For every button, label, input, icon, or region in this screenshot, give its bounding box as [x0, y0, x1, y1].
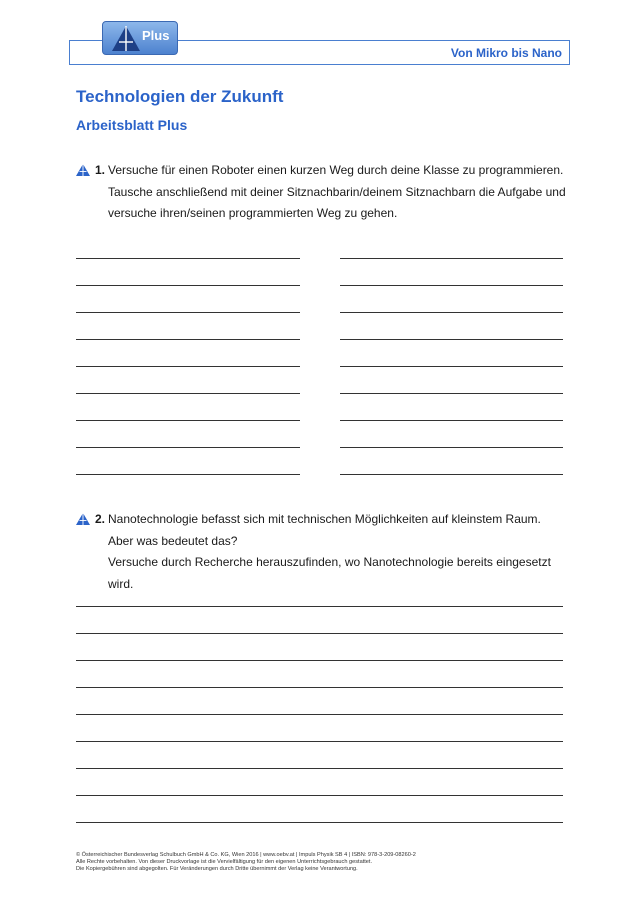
answer-line[interactable] — [76, 768, 563, 769]
answer-line[interactable] — [76, 822, 563, 823]
answer-line[interactable] — [340, 339, 563, 340]
answer-line[interactable] — [76, 258, 300, 259]
plus-logo — [102, 21, 178, 55]
answer-line[interactable] — [340, 285, 563, 286]
answer-line[interactable] — [340, 366, 563, 367]
answer-line[interactable] — [76, 393, 300, 394]
task-text-line: versuche ihren/seinen programmierten Weg zu gehen. — [108, 206, 398, 220]
answer-line[interactable] — [340, 393, 563, 394]
answer-line[interactable] — [76, 795, 563, 796]
footer-line: Die Kopiergebühren sind abgegolten. Für Veränderungen durch Dritte übernimmt der Verlag keine Verantwortung. — [76, 866, 358, 872]
answer-line[interactable] — [340, 447, 563, 448]
task-number: 2. — [95, 512, 106, 526]
answer-line[interactable] — [76, 474, 300, 475]
answer-line[interactable] — [76, 606, 563, 607]
answer-line[interactable] — [76, 339, 300, 340]
answer-line[interactable] — [340, 258, 563, 259]
answer-line[interactable] — [340, 312, 563, 313]
footer-line: © Österreichischer Bundesverlag Schulbuch GmbH & Co. KG, Wien 2016 | www.oebv.at | Impuls Physik SB 4 | ISBN: 978-3-209-08260-2 — [76, 852, 416, 858]
page-title: Technologien der Zukunft — [76, 87, 284, 106]
task-text-line: Versuche durch Recherche herauszufinden, wo Nanotechnologie bereits eingesetzt — [108, 555, 551, 569]
answer-line[interactable] — [76, 312, 300, 313]
task-text-line: Tausche anschließend mit deiner Sitznachbarin/deinem Sitznachbarn die Aufgabe und — [108, 184, 566, 199]
task-number: 1. — [95, 163, 106, 177]
answer-line[interactable] — [76, 687, 563, 688]
answer-line[interactable] — [76, 420, 300, 421]
task-text-line: Versuche für einen Roboter einen kurzen Weg durch deine Klasse zu programmieren. — [108, 163, 564, 177]
footer-line: Alle Rechte vorbehalten. Von dieser Druckvorlage ist die Vervielfältigung für den eigenen Unterrichtsgebrauch gestattet. — [76, 859, 373, 865]
logo-label: Plus — [142, 28, 170, 43]
task-text-line: Aber was bedeutet das? — [108, 533, 238, 548]
answer-line[interactable] — [76, 633, 563, 634]
pyramid-icon — [111, 25, 141, 52]
page-subtitle: Arbeitsblatt Plus — [76, 117, 188, 133]
task-text-line: wird. — [108, 576, 134, 591]
answer-line[interactable] — [76, 660, 563, 661]
task-text-line: Nanotechnologie befasst sich mit technischen Möglichkeiten auf kleinstem Raum. — [108, 512, 541, 526]
answer-line[interactable] — [340, 420, 563, 421]
pyramid-icon — [76, 513, 90, 525]
answer-line[interactable] — [76, 714, 563, 715]
answer-line[interactable] — [340, 474, 563, 475]
pyramid-icon — [76, 164, 90, 176]
answer-line[interactable] — [76, 366, 300, 367]
answer-line[interactable] — [76, 447, 300, 448]
copyright-footer — [76, 852, 416, 873]
series-title: Von Mikro bis Nano — [450, 46, 562, 60]
answer-line[interactable] — [76, 741, 563, 742]
answer-line[interactable] — [76, 285, 300, 286]
